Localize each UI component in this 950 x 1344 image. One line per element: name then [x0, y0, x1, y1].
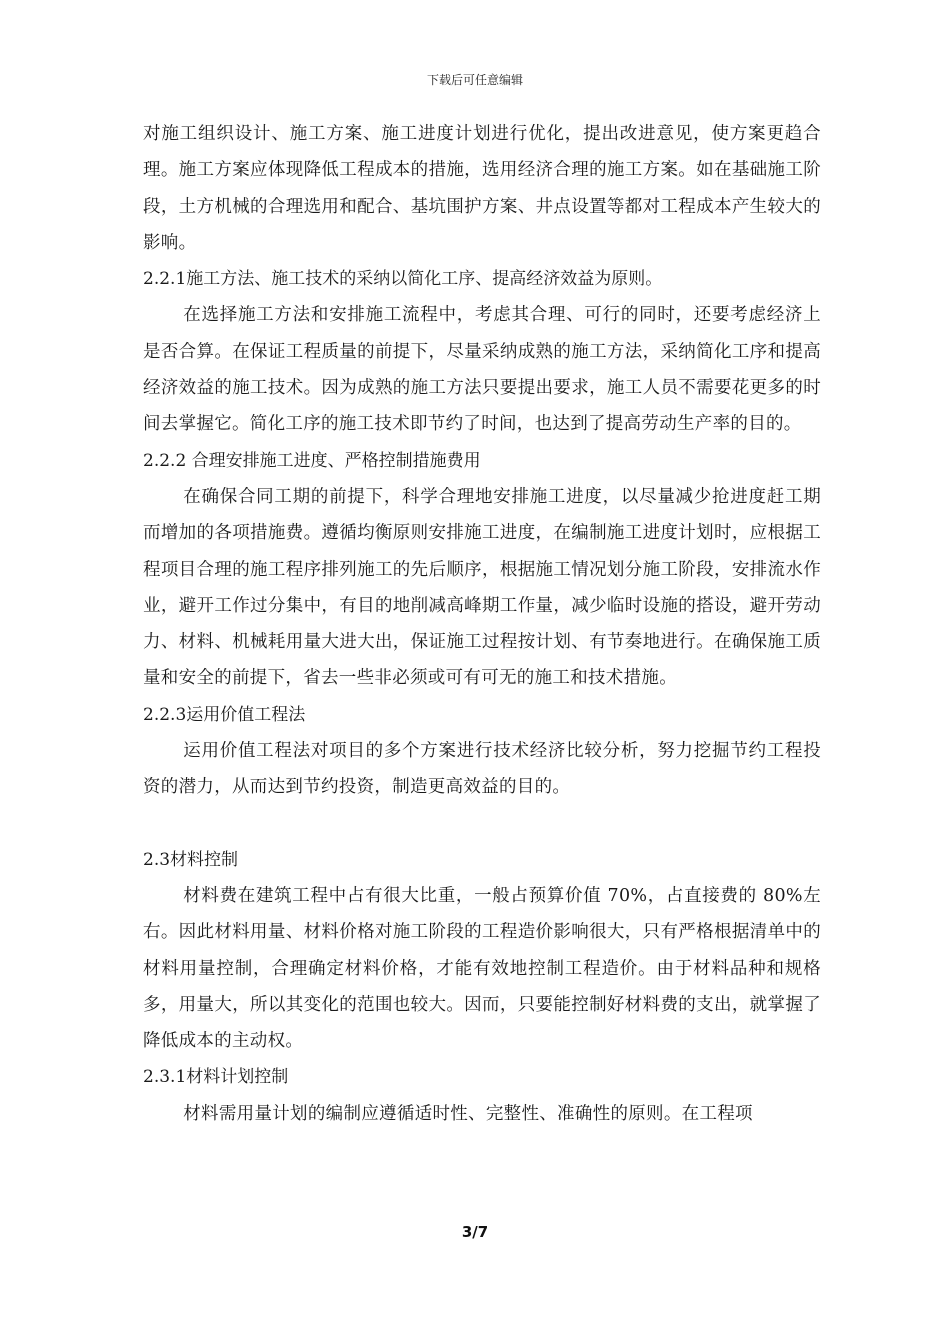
heading-2-3: 2.3材料控制 [143, 849, 239, 870]
paragraph-construction-plan: 对施工组织设计、施工方案、施工进度计划进行优化，提出改进意见，使方案更趋合理。施工方案应体现降低工程成本的措施，选用经济合理的施工方案。如在基础施工阶段，土方机械的合理选用和配合、基坑围护方案、井点设置等都对工程成本产生较大的影响。 [143, 124, 821, 253]
paragraph-schedule-control: 在确保合同工期的前提下，科学合理地安排施工进度，以尽量减少抢进度赶工期而增加的各项措施费。遵循均衡原则安排施工进度，在编制施工进度计划时，应根据工程项目合理的施工程序排列施工的先后顺序，根据施工情况划分施工阶段，安排流水作业，避开工作过分集中，有目的地削减高峰期工作量，减少临时设施的搭设，避开劳动力、材料、机械耗用量大进大出，保证施工过程按计划、有节奏地进行。在确保施工质量和安全的前提下，省去一些非必须或可有可无的施工和技术措施。 [143, 486, 821, 689]
heading-2-2-1: 2.2.1施工方法、施工技术的采纳以简化工序、提高经济效益为原则。 [143, 269, 663, 290]
paragraph-material-plan: 材料需用量计划的编制应遵循适时性、完整性、准确性的原则。在工程项 [183, 1103, 753, 1124]
paragraph-construction-method: 在选择施工方法和安排施工流程中，考虑其合理、可行的同时，还要考虑经济上是否合算。在保证工程质量的前提下，尽量采纳成熟的施工方法，采纳简化工序和提高经济效益的施工技术。因为成熟的施工方法只要提出要求，施工人员不需要花更多的时间去掌握它。简化工序的施工技术即节约了时间，也达到了提高劳动生产率的目的。 [143, 305, 821, 435]
heading-2-3-1: 2.3.1材料计划控制 [143, 1067, 289, 1088]
document-body [143, 116, 821, 1132]
page-header: 下载后可任意编辑 [426, 73, 523, 87]
paragraph-value-engineering: 运用价值工程法对项目的多个方案进行技术经济比较分析，努力挖掘节约工程投资的潜力，从而达到节约投资，制造更高效益的目的。 [143, 741, 821, 798]
page-number: 3/7 [461, 1223, 489, 1241]
paragraph-material-cost: 材料费在建筑工程中占有很大比重，一般占预算价值 70%，占直接费的 80%左右。因此材料用量、材料价格对施工阶段的工程造价影响很大，只有严格根据清单中的材料用量控制，合理确定材料价格，才能有效地控制工程造价。由于材料品种和规格多，用量大，所以其变化的范围也较大。因而，只要能控制好材料费的支出，就掌握了降低成本的主动权。 [143, 885, 821, 1052]
heading-2-2-2: 2.2.2 合理安排施工进度、严格控制措施费用 [143, 450, 481, 471]
section-gap [143, 806, 821, 842]
heading-2-2-3: 2.2.3运用价值工程法 [143, 704, 306, 725]
